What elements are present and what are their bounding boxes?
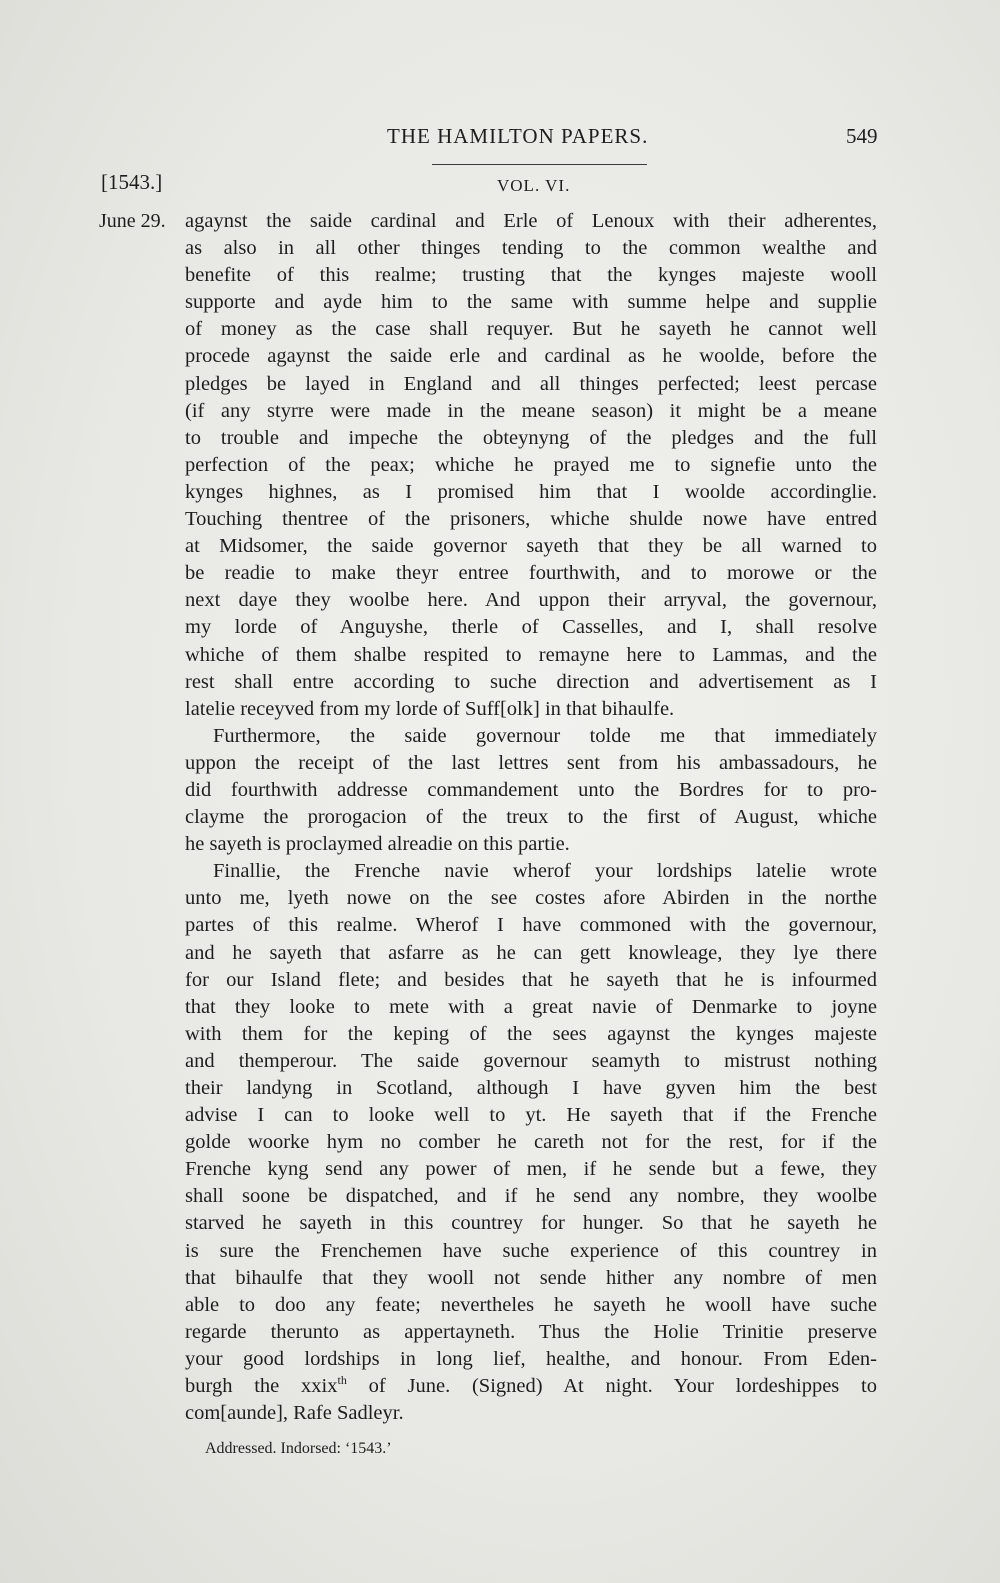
text-line: Finallie, the Frenche navie wherof your lordships latelie wrote: [213, 860, 877, 883]
text-line: golde woorke hym no comber he careth not for the rest, for if the: [185, 1131, 877, 1154]
text-line: Touching thentree of the prisoners, whiche shulde nowe have entred: [185, 508, 877, 531]
text-line: as also in all other thinges tending to the common wealthe and: [185, 237, 877, 260]
text-line: Furthermore, the saide governour tolde me that immediately: [213, 724, 877, 747]
text-line: that they looke to mete with a great navie of Denmarke to joyne: [185, 995, 877, 1018]
text-line: unto me, lyeth nowe on the see costes afore Abirden in the northe: [185, 887, 877, 910]
text-line: regarde therunto as appertayneth. Thus the Holie Trinitie preserve: [185, 1320, 877, 1343]
text-line: did fourthwith addresse commandement unto the Bordres for to pro-: [185, 778, 877, 801]
text-line: of money as the case shall requyer. But he sayeth he cannot well: [185, 318, 877, 341]
text-line: that bihaulfe that they wooll not sende hither any nombre of men: [185, 1266, 877, 1289]
text-line: whiche of them shalbe respited to remayne here to Lammas, and the: [185, 643, 877, 666]
year-marker: [1543.]: [101, 170, 163, 194]
text-line: procede agaynst the saide erle and cardinal as he woolde, before the: [185, 345, 877, 368]
text-line: be readie to make theyr entree fourthwith, and to morowe or the: [185, 562, 877, 585]
closing-text: burgh the xxix: [185, 1375, 338, 1398]
closing-line: [185, 1373, 877, 1400]
text-line: supporte and ayde him to the same with summe helpe and supplie: [185, 291, 877, 314]
margin-date: June 29.: [99, 210, 166, 232]
text-line: (if any styrre were made in the meane season) it might be a meane: [185, 399, 877, 422]
text-line: and he sayeth that asfarre as he can gett knowleage, they lye there: [185, 941, 877, 964]
text-line: starved he sayeth in this countrey for hunger. So that he sayeth he: [185, 1212, 877, 1235]
signature-line: com[aunde], Rafe Sadleyr.: [185, 1402, 404, 1425]
endorsement-note: Addressed. Indorsed: ‘1543.’: [205, 1440, 392, 1457]
page-number: 549: [846, 124, 878, 148]
text-line: to trouble and impeche the obteynyng of the pledges and the full: [185, 426, 877, 449]
text-line: Frenche kyng send any power of men, if he sende but a fewe, they: [185, 1158, 877, 1181]
text-line: their landyng in Scotland, although I have gyven him the best: [185, 1077, 877, 1099]
text-line: with them for the keping of the sees agaynst the kynges majeste: [185, 1022, 877, 1045]
text-line: he sayeth is proclaymed alreadie on this partie.: [185, 833, 570, 856]
text-line: at Midsomer, the saide governor sayeth that they be all warned to: [185, 535, 877, 558]
volume-label: VOL. VI.: [497, 176, 571, 195]
text-line: rest shall entre according to suche direction and advertisement as I: [185, 670, 877, 693]
text-line: able to doo any feate; nevertheles he sayeth he wooll have suche: [185, 1293, 877, 1316]
text-line: latelie receyved from my lorde of Suff[olk] in that bihaulfe.: [185, 697, 675, 720]
closing-text-continued: of June. (Signed) At night. Your lordeshippes to: [346, 1375, 877, 1398]
text-line: shall soone be dispatched, and if he send any nombre, they woolbe: [185, 1185, 877, 1208]
running-title: THE HAMILTON PAPERS.: [387, 124, 649, 148]
text-line: pledges be layed in England and all thinges perfected; leest percase: [185, 372, 877, 395]
text-line: perfection of the peax; whiche he prayed me to signefie unto the: [185, 453, 877, 476]
text-line: my lorde of Anguyshe, therle of Casselles, and I, shall resolve: [185, 616, 877, 639]
text-line: benefite of this realme; trusting that the kynges majeste wooll: [185, 264, 877, 287]
title-rule: [432, 164, 647, 165]
text-line: advise I can to looke well to yt. He sayeth that if the Frenche: [185, 1104, 877, 1127]
text-line: partes of this realme. Wherof I have commoned with the governour,: [185, 914, 877, 937]
text-line: for our Island flete; and besides that he sayeth that he is infourmed: [185, 968, 877, 991]
text-line: your good lordships in long lief, healthe, and honour. From Eden-: [185, 1347, 877, 1370]
text-line: next daye they woolbe here. And uppon their arryval, the governour,: [185, 589, 877, 612]
text-line: kynges highnes, as I promised him that I woolde accordinglie.: [185, 480, 877, 503]
text-line: and themperour. The saide governour seamyth to mistrust nothing: [185, 1049, 877, 1072]
text-line: uppon the receipt of the last lettres sent from his ambassadours, he: [185, 751, 877, 774]
ordinal-suffix: th: [337, 1373, 347, 1388]
text-line: clayme the prorogacion of the treux to the first of August, whiche: [185, 806, 877, 829]
text-line: is sure the Frenchemen have suche experience of this countrey in: [185, 1239, 877, 1262]
body-text: [185, 208, 877, 1427]
text-line: agaynst the saide cardinal and Erle of Lenoux with their adherentes,: [185, 210, 877, 232]
